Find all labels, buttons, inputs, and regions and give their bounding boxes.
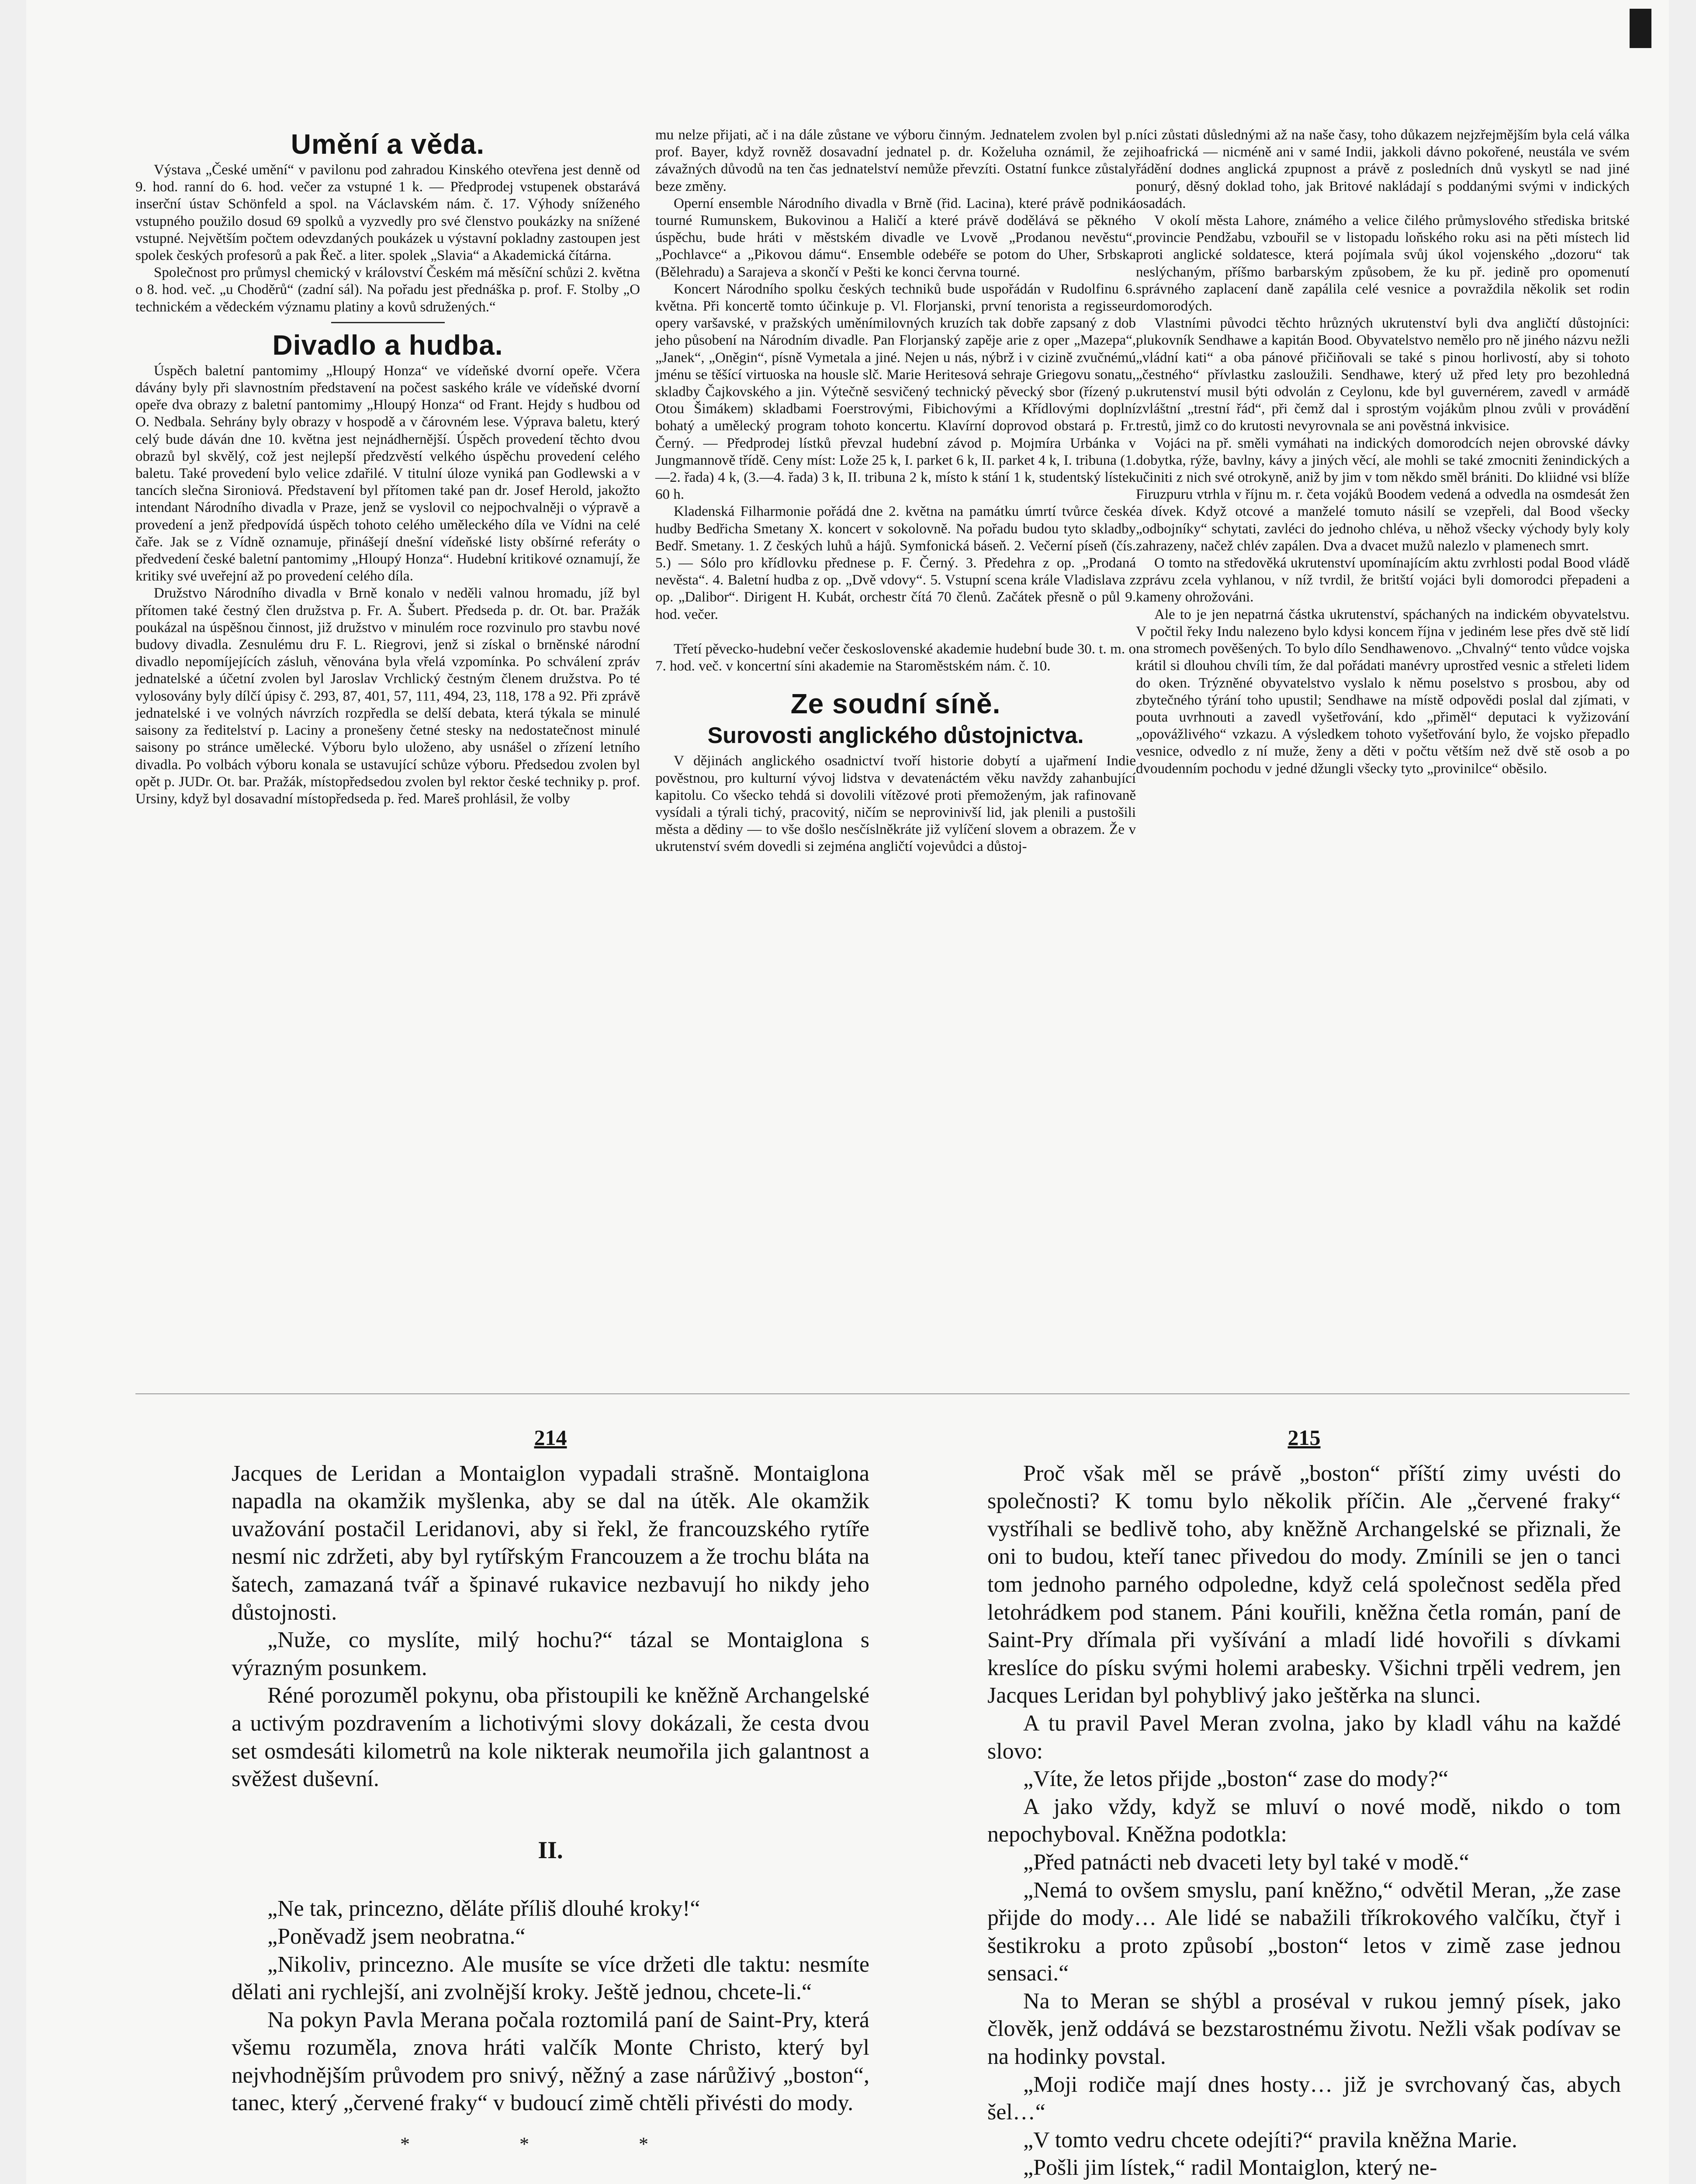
novel-page-left (232, 1424, 869, 2158)
article-paragraph: Výstava „České umění“ v pavilonu pod zahradou Kinského otevřena jest denně od 9. hod. ranní do 6. hod. večer za vstupné 1 k. — Předprodej vstupenek obstarává inserční ústav Schönfeld a spol. na Václavském nám. č. 17. Výhody sníženého vstupného použilo dosud 69 spolků a vyzvedly pro své členstvo poukázky na snížené vstupné. Největším počtem odevzdaných poukázek u výstavní pokladny zastoupen jest spolek českých profesorů a pak Řeč. a liter. spolek „Slavia“ a Akademická čítárna. (135, 162, 640, 264)
section-break-stars: * * * (400, 2133, 701, 2155)
section-divider (331, 322, 445, 323)
article-paragraph: Úspěch baletní pantomimy „Hloupý Honza“ ve vídeňské dvorní opeře. Včera dávány byly při slavnostním představení na počest saského krále ve vídeňské dvorní opeře dva obrazy z baletní pantomimy „Hloupý Honza“ od Frant. Hejdy s hudbou od O. Nedbala. Sehrány byly obrazy v hospodě a v čárovném lese. Výprava baletu, který celý bude dáván dne 10. května jest nejnádhernější. Úspěch provedení těchto dvou obrazů byl skvělý, což jest nejlepší předzvěstí velkého úspěchu provedení celého baletu. Také provedení bylo velice zdařilé. V titulní úloze vyniká pan Godlewski a v tancích slečna Sironiová. Představení byl přítomen také pan dr. Josef Herold, jakožto intendant Národního divadla v Praze, jenž se vyslovil co nejpochvalněji o výpravě a provedení a jenž předpovídá úspěch tohoto celého uměleckého díla ve Vídni na celé čaře. Jak se z Vídně oznamuje, přinášejí dnešní vídeňské listy obšírné referáty o předvedení české baletní pantomimy „Hloupý Honza“. Hudební kritikové oznamují, že kritiky své uveřejní až po provedení celého díla. (135, 363, 640, 584)
novel-paragraph: „V tomto vedru chcete odejíti?“ pravila kněžna Marie. (1023, 2127, 1517, 2153)
novel-paragraph: „Poněvadž jsem neobratna.“ (267, 1924, 526, 1949)
article-paragraph: níci zůstati důslednými až na naše časy, toho důkazem nejzřejmějším byla celá válka jihoafrická — nicméně ani v samé Indii, jakkoli dávno pokořené, neustála ve svém řádění dodnes anglická zpupnost a právě z posledních dnů vyskytl se nad jiné ponurý, děsný doklad toho, jak Britové nakládají s poddanými svými v indických osadách. (1136, 127, 1630, 211)
novel-paragraph: „Pošli jim lístek,“ radil Montaiglon, který ne- (1023, 2155, 1437, 2181)
feuilleton-divider (135, 1393, 1630, 1394)
chapter-heading: II. (538, 1836, 563, 1864)
article-paragraph: Třetí pěvecko-hudební večer československé akademie hudební bude 30. t. m. o 7. hod. več. v koncertní síni akademie na Staroměstském nám. č. 10. (655, 641, 1136, 674)
scanned-page (26, 0, 1669, 2184)
novel-paragraph: „Před patnácti neb dvaceti lety byl také v modě.“ (1023, 1849, 1469, 1875)
novel-paragraph: Réné porozuměl pokynu, oba přistoupili ke kněžně Archangelské a uctivým pozdravením a lichotivými slovy dokázali, že cesta dvou set osmdesáti kilometrů na kole nikterak neumořila jich galantnost a svěžest duševní. (232, 1683, 869, 1792)
scan-edge-mark (1630, 9, 1651, 48)
novel-paragraph: „Víte, že letos přijde „boston“ zase do mody?“ (1023, 1766, 1449, 1792)
article-paragraph: Koncert Národního spolku českých techniků bude uspořádán v Rudolfinu 6. května. Při koncertě tomto účinkuje p. Vl. Florjanski, první tenorista a regisseur opery varšavské, v pražských uměnímilovných kruzích tak dobře zapsaný z dob jeho působení na Národním divadle. Pan Florjanský zapěje arie z oper „Mazepa“, „Janek“, „Oněgin“, písně Vymetala a jiné. Nejen u nás, nýbrž i v cizině zvučnémú jménu se těšící virtuoska na housle slč. Marie Heritesová sehraje Griegovu sonatu, skladby Čajkovského a jin. Výtečně sesvičený technický pěvecký sbor (řízený p. Otou Šimákem) skladbami Foerstrovými, Fibichovými a Křídlovými doplní bohatý a umělecký program tohoto koncertu. Klavírní doprovod obstará p. Fr. Černý. — Předprodej lístků převzal hudební závod p. Mojmíra Urbánka v Jungmannově třídě. Ceny míst: Lože 25 k, I. parket 6 k, II. parket 4 k, I. tribuna (1.—2. řada) 4 k, (3.—4. řada) 3 k, II. tribuna 2 k, místo k stání 1 k, studentský lístek 60 h. (655, 281, 1136, 503)
article-paragraph: Vlastními původci těchto hrůzných ukrutenství byli dva angličtí důstojníci: plukovník Sendhawe a kapitán Bood. Obyvatelstvo nemělo pro ně jiného názvu nežli „vládní kati“ a oba pánové přičiňovali se také s pinou horlivostí, aby si tohoto „čestného“ přívlastku zasloužili. Sendhawe, který už před lety pro bezohledná ukrutenství musil býti odvolán z Ceylonu, kde byl guvernérem, zavedl v armádě zvláštní „trestní řád“, při čemž dal i sprostým vojákům plnou zvůli v provádění trestů, jimž co do krutosti nevyrovnala se ani pověstná inkvisice. (1136, 315, 1630, 434)
novel-page-right (987, 1424, 1621, 2182)
novel-paragraph: A jako vždy, když se mluví o nové modě, nikdo o tom nepochyboval. Kněžna podotkla: (987, 1794, 1621, 1847)
news-column-3 (1136, 127, 1630, 778)
novel-paragraph: A tu pravil Pavel Meran zvolna, jako by kladl váhu na každé slovo: (987, 1711, 1621, 1764)
article-paragraph: Kladenská Filharmonie pořádá dne 2. května na památku úmrtí tvůrce české hudby Bedřicha Smetany X. koncert v sokolovně. Na pořadu budou tyto skladby Bedř. Smetany. 1. Z českých luhů a hájů. Symfonická báseň. 2. Večerní píseň (čís. 5.) — Sólo pro křídlovku přednese p. F. Černý. 3. Předehra z op. „Prodaná nevěsta“. 4. Baletní hudba z op. „Dvě vdovy“. 5. Vstupní scena krále Vladislava z op. „Dalibor“. Dirigent H. Kubát, orchestr čítá 70 členů. Začátek přesně o půl 9. hod. večer. (655, 504, 1136, 622)
novel-paragraph: „Nemá to ovšem smyslu, paní kněžno,“ odvětil Meran, „že zase přijde do mody… Ale lidé se nabažili tříkrokového valčíku, čtyř i šestikroku a proto způsobí „boston“ letos v zimě zase jednou sensaci.“ (987, 1877, 1621, 1986)
novel-paragraph: „Nikoliv, princezno. Ale musíte se více držeti dle taktu: nesmíte dělati ani rychlejší, ani zvolnější kroky. Ještě jednou, chcete-li.“ (232, 1952, 869, 2005)
section-title-umeni: Umění a věda. (291, 128, 485, 160)
article-paragraph: mu nelze přijati, ač i na dále zůstane ve výboru činným. Jednatelem zvolen byl p. prof. Bayer, když rovněž dosavadní jednatel p. dr. Koželuha oznámil, že ze závažných důvodů na ten čas jednatelství nemůže převzíti. Ostatní funkce zůstaly beze změny. (655, 127, 1136, 194)
novel-paragraph: „Moji rodiče mají dnes hosty… již je svrchovaný čas, abych šel…“ (987, 2072, 1621, 2125)
novel-paragraph: „Ne tak, princezno, děláte příliš dlouhé kroky!“ (267, 1896, 700, 1921)
article-subtitle: Surovosti anglického důstojnictva. (707, 723, 1084, 749)
novel-paragraph: „Nuže, co myslíte, milý hochu?“ tázal se Montaiglona s výrazným posunkem. (232, 1628, 869, 1680)
novel-paragraph: Na to Meran se shýbl a proséval v rukou jemný písek, jako člověk, jenž oddává se bezstarostnému životu. Nežli však podívav se na hodinky povstal. (987, 1988, 1621, 2070)
novel-paragraph: Na pokyn Pavla Merana počala roztomilá paní de Saint-Pry, která všemu rozuměla, znova hráti valčík Monte Christo, který byl nejvhodnějším průvodem pro snivý, něžný a zase nárůživý „boston“, tanec, který „červené fraky“ v budoucí zimě chtěli přivésti do mody. (232, 2007, 869, 2116)
novel-paragraph: Jacques de Leridan a Montaiglon vypadali strašně. Montaiglona napadla na okamžik myšlenka, aby se dal na útěk. Ale okamžik uvažování postačil Leridanovi, aby si řekl, že francouzského rytíře nesmí nic zdržeti, aby byl rytířským Francouzem a že trochu bláta na šatech, zamazaná tvář a špinavé rukavice nezbavují ho nikdy jeho důstojnosti. (232, 1461, 869, 1625)
article-paragraph: V okolí města Lahore, známého a velice čilého průmyslového střediska britské provincie Pendžabu, vzbouřil se v listopadu loňského roku asi na pěti místech lid proti anglické soldatesce, která pojímala svůj úkol vojenského „dozoru“ tak neslýchaným, příšmo barbarským způsobem, že ku př. jedině pro opomenutí správného zaplacení daně zapálila celé vesnice a povraždila několik set rodin domorodých. (1136, 213, 1630, 314)
article-paragraph: Operní ensemble Národního divadla v Brně (řid. Lacina), které právě podniká tourné Rumunskem, Bukovinou a Haličí a které právě dodělává se pěkného úspěchu, bude hráti v městském divadle ve Lvově „Prodanou nevěstu“, „Pochlavce“ a „Pikovou dámu“. Ensemble odebéře se potom do Uher, Srbska (Bělehradu) a Sarajeva a skončí v Pešti ke konci června tourné. (655, 195, 1136, 280)
news-column-2 (655, 127, 1136, 856)
article-paragraph: Vojáci na př. směli vymáhati na indických domorodcích nejen obrovské dávky dobytka, rýže, bavlny, kávy a jiných věcí, ale mohli se také zmocniti ženindických a učiniti z nich své otrokyně, aniž by jim v tom někdo směl brániti. Do kliidné vsi blíže Firuzpuru vtrhla v říjnu m. r. četa vojáků Boodem vedená a odvedla na osmdesát žen a dívek. Když otcové a manželé tomuto násilí se vzepřeli, dal Bood všecky „odbojníky“ schytati, zavléci do jednoho chléva, u něhož všecky východy byly koly zahrazeny, načež chlév zapálen. Dva a dvacet mužů nalezlo v plamenech smrt. (1136, 435, 1630, 554)
news-column-1 (135, 127, 640, 808)
article-paragraph: Společnost pro průmysl chemický v království Českém má měsíční schůzi 2. května o 8. hod. več. „u Choděrů“ (zadní sál). Na pořadu jest přednáška p. prof. F. Stolby „O technickém a vědeckém významu platiny a kovů sdružených.“ (135, 265, 640, 315)
section-title-divadlo: Divadlo a hudba. (272, 329, 503, 361)
article-paragraph: O tomto na středověká ukrutenství upomínajícím aktu zvrhlosti podal Bood vládě zprávu zcela vyhlanou, v níž tvrdil, že britští vojáci byli domorodci přepadeni a kameny ohrožováni. (1136, 555, 1630, 605)
section-title-soudni: Ze soudní síně. (790, 688, 1001, 720)
novel-paragraph: Proč však měl se právě „boston“ příští zimy uvésti do společnosti? K tomu bylo několik příčin. Ale „červené fraky“ vystříhali se bedlivě toho, aby kněžně Archangelské se přiznali, že oni to budou, kteří tanec přivedou do mody. Zmínili se jen o tanci tom jednoho parného odpoledne, když celá společnost seděla před letohrádkem pod stanem. Páni kouřili, kněžna četla román, paní de Saint-Pry dřímala při vyšívání a mladí lidé hovořili s dívkami kreslíce do písku svými holemi arabesky. Všichni trpěli vedrem, jen Jacques Leridan byl pohyblivý jako ještěrka na slunci. (987, 1461, 1621, 1708)
article-paragraph: Družstvo Národního divadla v Brně konalo v neděli valnou hromadu, jíž byl přítomen také čestný člen družstva p. Fr. A. Šubert. Předseda p. dr. Ot. bar. Pražák poukázal na úspěšnou činnost, již družstvo v minulém roce rozvinulo pro stavbu nové budovy divadla. Zesnulému dru F. L. Riegrovi, jenž si získal o brněnské národní divadlo nepomíjejících zásluh, věnována byla vřelá vzpomínka. Po schválení zpráv jednatelské a účetní zvolen byl Jaroslav Vrchlický čestným členem družstva. Po té vylosovány byly dílčí úpisy č. 293, 87, 401, 57, 111, 494, 23, 118, 178 a 92. Při zprávě jednatelské i ve volných návrzích rozpředla se delší debata, která týkala se minulé saisony za ředitelství p. Laciny a pronešeny četné stesky na nedostatečnost minulé saisony po stránce umělecké. Výboru bylo uloženo, aby usnášel o zřízení letního divadla. Po volbách výboru konala se ustavující schůze výboru. Předsedou zvolen byl opět p. JUDr. Ot. bar. Pražák, místopředsedou zvolen byl rektor české techniky p. prof. Ursiny, když byl dosavadní místopředseda p. řed. Mareš prohlásil, že volby (135, 585, 640, 807)
page-number: 215 (1288, 1425, 1321, 1450)
page-number: 214 (534, 1425, 567, 1450)
article-paragraph: Ale to je jen nepatrná částka ukrutenství, spáchaných na indickém obyvatelstvu. V počtil řeky Indu nalezeno bylo kdysi koncem října v jediném lese přes dvě stě lidí na stromech pověšených. To bylo dílo Sendhawenovo. „Chvalný“ tento vůdce vojska krátil si dlouhou chvíli tím, že dal pořádati manévry uprostřed vesnic a střeleti lidem do oken. Trýzněné obyvatelstvo vyslalo k němu poselstvo s prosbou, aby od zbytečného týrání toho upustil; Sendhawe na místě odpovědi poslal dal zjímati, v pouta uvrhnouti a zavedl vyšetřování, kdo „přiměl“ deputaci k vyžizování „opovážlivého“ vzkazu. A výsledkem tohoto vyšetřování bylo, že vojsko přepadlo vesnice, odvedlo z ní muže, ženy a děti v počtu větším než dvě stě osob a po dvoudenním pochodu v jedné džungli všecky tyto „provinilce“ oběsilo. (1136, 606, 1630, 777)
article-paragraph: V dějinách anglického osadnictví tvoří historie dobytí a ujařmení Indie pověstnou, pro kulturní vývoj lidstva v devatenáctém věku navždy zahanbující kapitolu. Co všecko tehdá si dovolili vítězové proti přemoženým, jak rafinovaně vysídali a týrali tichý, pracovitý, ničím se neprovinivší lid, jak plenili a pustošili města a dědiny — to vše došlo nesčíslněkráte již vylíčení slovem a obrazem. Že v ukrutenství svém dovedli si zejména angličtí vojevůdci a důstoj- (655, 753, 1136, 855)
